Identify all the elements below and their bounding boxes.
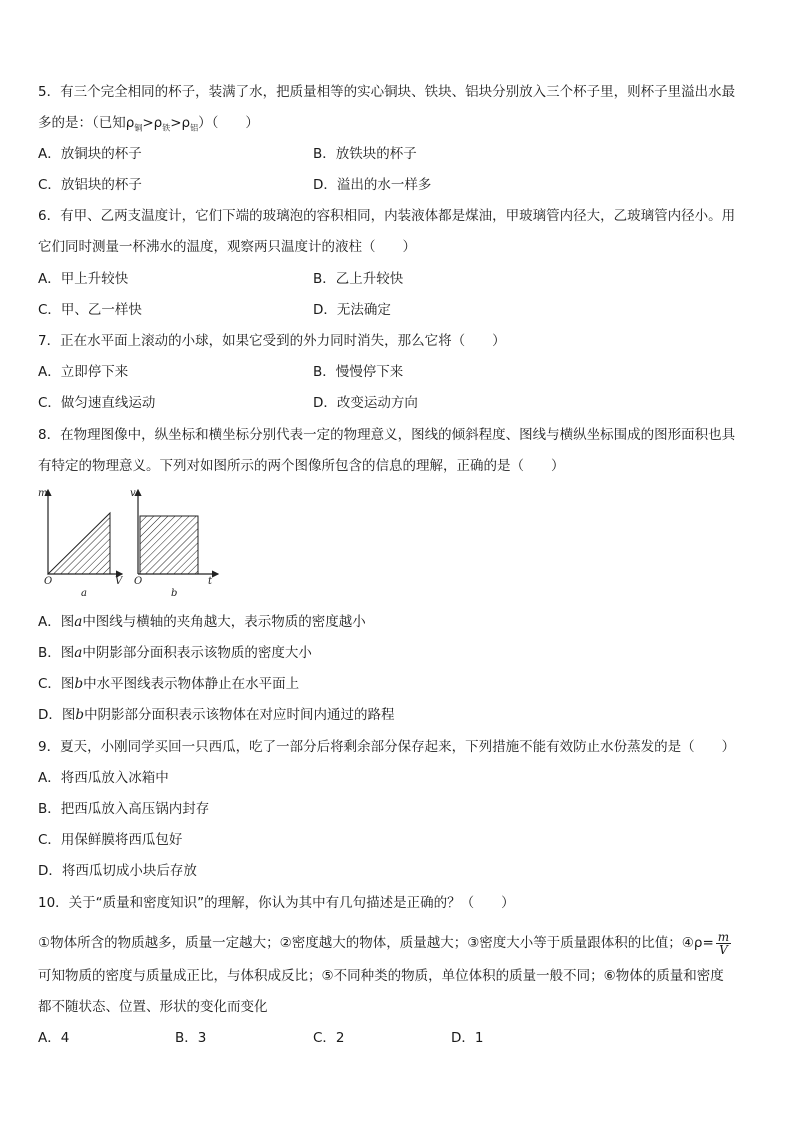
graph-b [130, 488, 218, 599]
q6-option-b: B．乙上升较快 [313, 271, 404, 287]
q7-option-d: D．改变运动方向 [313, 395, 418, 411]
graph-b-caption: b [171, 588, 178, 599]
q5-option-a: A．放铜块的杯子 [38, 146, 142, 162]
q8-option-d: D．图b中阴影部分面积表示该物体在对应时间内通过的路程 [38, 707, 395, 723]
q10-stem-line1: 10．关于“质量和密度知识”的理解，你认为其中有几句描述是正确的？（ ） [38, 895, 515, 911]
q5-option-d: D．溢出的水一样多 [313, 177, 432, 193]
q7-option-c: C．做匀速直线运动 [38, 395, 156, 411]
q6-option-c: C．甲、乙一样快 [38, 302, 142, 318]
graph-a-shaded-triangle [48, 513, 110, 574]
q10-statement-line3: 都不随状态、位置、形状的变化而变化 [38, 999, 268, 1015]
q6-option-d: D．无法确定 [313, 302, 391, 318]
q10-statement-line2: 可知物质的密度与质量成正比，与体积成反比；⑤不同种类的物质，单位体积的质量一般不同；⑥物体的质量和密度 [38, 968, 724, 984]
q6-stem-line1: 6．有甲、乙两支温度计，它们下端的玻璃泡的容积相同，内装液体都是煤油，甲玻璃管内径大，乙玻璃管内径小。用 [38, 208, 736, 224]
q8-stem-line2: 有特定的物理意义。下列对如图所示的两个图像所包含的信息的理解，正确的是（ ） [38, 458, 565, 474]
q8-stem-line1: 8．在物理图像中，纵坐标和横坐标分别代表一定的物理意义，图线的倾斜程度、图线与横纵坐标围成的图形面积也具 [38, 427, 736, 443]
graph-a [38, 488, 124, 599]
q7-option-a: A．立即停下来 [38, 364, 129, 380]
q7-option-b: B．慢慢停下来 [313, 364, 404, 380]
q9-option-a: A．将西瓜放入冰箱中 [38, 770, 169, 786]
q8-option-b: B．图a中阴影部分面积表示该物质的密度大小 [38, 645, 312, 661]
q8-option-a: A．图a中图线与横轴的夹角越大，表示物质的密度越小 [38, 614, 366, 630]
q5-stem-line1: 5．有三个完全相同的杯子，装满了水，把质量相等的实心铜块、铁块、铝块分别放入三个杯子里，则杯子里溢出水最 [38, 84, 736, 100]
q9-option-c: C．用保鲜膜将西瓜包好 [38, 832, 183, 848]
graph-b-origin: O [134, 576, 143, 587]
q5-stem-line2: 多的是：（已知$\rho_铜>\rho_铁>\rho_铝$）（ ） [38, 115, 259, 133]
graph-b-shaded-rect [140, 516, 198, 574]
q9-option-d: D．将西瓜切成小块后存放 [38, 863, 197, 879]
q8-option-c: C．图b中水平图线表示物体静止在水平面上 [38, 676, 300, 692]
q8-figure [30, 484, 230, 602]
q6-option-a: A．甲上升较快 [38, 271, 129, 287]
q5-option-b: B．放铁块的杯子 [313, 146, 417, 162]
q9-option-b: B．把西瓜放入高压锅内封存 [38, 801, 210, 817]
graph-b-x-label: t [208, 576, 213, 587]
q9-stem-line1: 9．夏天，小刚同学买回一只西瓜，吃了一部分后将剩余部分保存起来，下列措施不能有效防止水份蒸发的是（ ） [38, 739, 736, 755]
density-formula-fraction: $\frac{m}{V}$ [717, 929, 730, 957]
q10-option-d: D．1 [451, 1030, 484, 1046]
q10-option-c: C．2 [313, 1030, 345, 1046]
graph-a-y-label: m [38, 488, 48, 499]
graph-a-x-label: V [115, 576, 123, 587]
q6-stem-line2: 它们同时测量一杯沸水的温度，观察两只温度计的液柱（ ） [38, 239, 416, 255]
q7-stem-line1: 7．正在水平面上滚动的小球，如果它受到的外力同时消失，那么它将（ ） [38, 333, 506, 349]
q10-option-b: B．3 [175, 1030, 207, 1046]
graph-a-caption: a [81, 588, 87, 599]
q5-option-c: C．放铝块的杯子 [38, 177, 142, 193]
q10-statement-line1: ①物体所含的物质越多，质量一定越大；②密度越大的物体，质量越大；③密度大小等于质量跟体积的比值；④ρ= $\frac{m}{V}$ [38, 929, 730, 957]
q10-option-a: A．4 [38, 1030, 70, 1046]
graph-a-origin: O [44, 576, 53, 587]
graph-b-y-label: v [130, 488, 136, 499]
